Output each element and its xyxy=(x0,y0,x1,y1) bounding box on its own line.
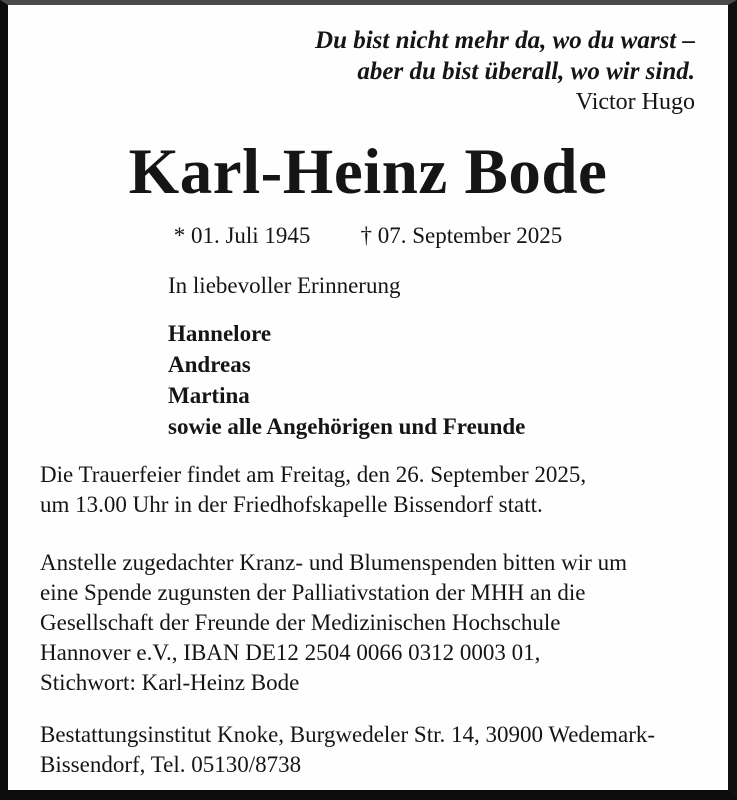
memoriam-intro: In liebevoller Erinnerung xyxy=(168,273,401,298)
ceremony-info xyxy=(40,460,708,520)
mourner-name: Martina xyxy=(168,383,250,408)
life-dates xyxy=(8,221,728,251)
quote-line: aber du bist überall, wo wir sind. xyxy=(357,58,695,85)
ceremony-line: Die Trauerfeier findet am Freitag, den 26. September 2025, xyxy=(40,462,587,487)
death-date: † 07. September 2025 xyxy=(360,223,563,248)
memorial-quote xyxy=(8,25,695,118)
mourners-list xyxy=(168,318,728,442)
donation-line: Stichwort: Karl-Heinz Bode xyxy=(40,670,300,695)
quote-line: Du bist nicht mehr da, wo du warst – xyxy=(315,27,695,54)
donation-info xyxy=(40,548,708,698)
funeral-home-line: Bissendorf, Tel. 05130/8738 xyxy=(40,752,302,777)
birth-date: * 01. Juli 1945 xyxy=(173,223,311,248)
memoriam-block xyxy=(168,271,728,442)
quote-author: Victor Hugo xyxy=(575,89,695,115)
funeral-home-info xyxy=(40,720,708,780)
donation-line: eine Spende zugunsten der Palliativstation der MHH an die xyxy=(40,580,586,605)
donation-line: Gesellschaft der Freunde der Medizinischen Hochschule xyxy=(40,610,561,635)
mourner-name: Andreas xyxy=(168,352,251,377)
donation-line: Hannover e.V., IBAN DE12 2504 0066 0312 0003 01, xyxy=(40,640,541,665)
funeral-home-line: Bestattungsinstitut Knoke, Burgwedeler Str. 14, 30900 Wedemark- xyxy=(40,722,656,747)
mourner-name: Hannelore xyxy=(168,321,272,346)
ceremony-line: um 13.00 Uhr in der Friedhofskapelle Bissendorf statt. xyxy=(40,492,543,517)
mourner-name: sowie alle Angehörigen und Freunde xyxy=(168,414,526,439)
deceased-name: Karl-Heinz Bode xyxy=(128,136,608,208)
donation-line: Anstelle zugedachter Kranz- und Blumenspenden bitten wir um xyxy=(40,550,627,575)
